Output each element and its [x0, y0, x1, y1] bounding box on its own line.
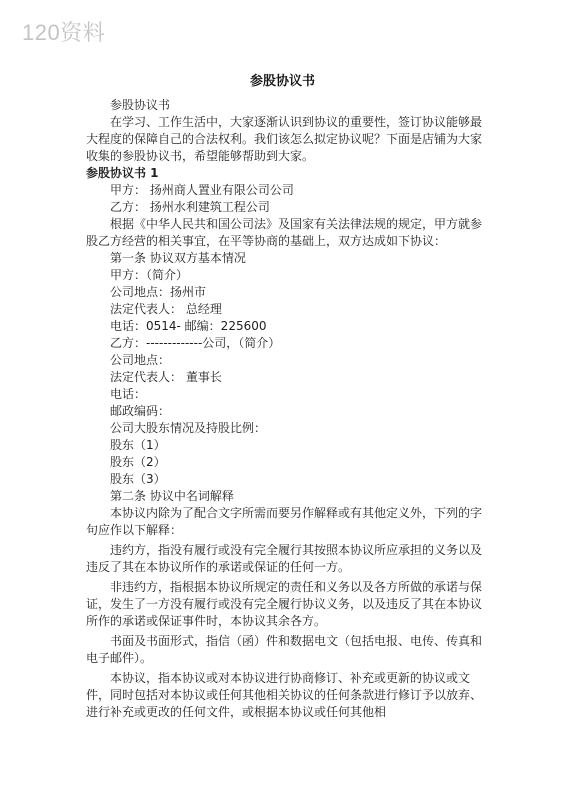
paragraph: 公司地点：扬州市: [110, 285, 207, 299]
paragraph: 法定代表人： 总经理: [110, 302, 222, 316]
paragraph: 股东（1）: [110, 438, 166, 452]
paragraph: 乙方：-------------公司，（简介）: [110, 336, 281, 350]
paragraph: 甲方： 扬州商人置业有限公司公司: [110, 183, 294, 197]
paragraph: 根据《中华人民共和国公司法》及国家有关法律法规的规定，甲方就参股乙方经营的相关事宜，在平等协商的基础上，双方达成如下协议：: [86, 217, 483, 248]
paragraph: 公司大股东情况及持股比例：: [110, 421, 267, 435]
paragraph: 参股协议书: [110, 98, 171, 112]
paragraph: 非违约方，指根据本协议所规定的责任和义务以及各方所做的承诺与保证，发生了一方没有履行或没有完全履行协议义务，以及违反了其在本协议所作的承诺或保证事件时，本协议其余各方。: [86, 580, 483, 628]
paragraph: 公司地点：: [110, 353, 171, 367]
paragraph: 第二条 协议中名词解释: [110, 489, 234, 503]
paragraph: 电话：: [110, 387, 147, 401]
paragraph: 股东（3）: [110, 472, 166, 486]
document-body: [86, 97, 486, 721]
paragraph: 邮政编码：: [110, 404, 171, 418]
paragraph: 违约方，指没有履行或没有完全履行其按照本协议所应承担的义务以及违反了其在本协议所作的承诺或保证的任何一方。: [86, 543, 483, 574]
paragraph: 本协议内除为了配合文字所需而要另作解释或有其他定义外，下列的字句应作以下解释：: [86, 506, 483, 537]
paragraph: 电话：0514- 邮编：225600: [110, 319, 267, 333]
paragraph: 股东（2）: [110, 455, 166, 469]
paragraph: 甲方：（简介）: [110, 268, 189, 282]
paragraph: 乙方： 扬州水利建筑工程公司: [110, 200, 270, 214]
paragraph: 本协议，指本协议或对本协议进行协商修订、补充或更新的协议或文件，同时包括对本协议或任何其他相关协议的任何条款进行修订予以放弃、进行补充或更改的任何文件，或根据本协议或任何其他相: [86, 671, 483, 719]
paragraph: 书面及书面形式，指信（函）件和数据电文（包括电报、电传、传真和电子邮件）。: [86, 634, 483, 665]
section-heading: 参股协议书 1: [86, 166, 159, 180]
paragraph: 法定代表人： 董事长: [110, 370, 222, 384]
paragraph: 在学习、工作生活中，大家逐渐认识到协议的重要性，签订协议能够最大程度的保障自己的合法权利。我们该怎么拟定协议呢？下面是店铺为大家收集的参股协议书，希望能够帮助到大家。: [86, 115, 483, 163]
paragraph: 第一条 协议双方基本情况: [110, 251, 246, 265]
document-title: 参股协议书: [249, 74, 315, 89]
watermark-logo: 120资料: [22, 20, 106, 45]
